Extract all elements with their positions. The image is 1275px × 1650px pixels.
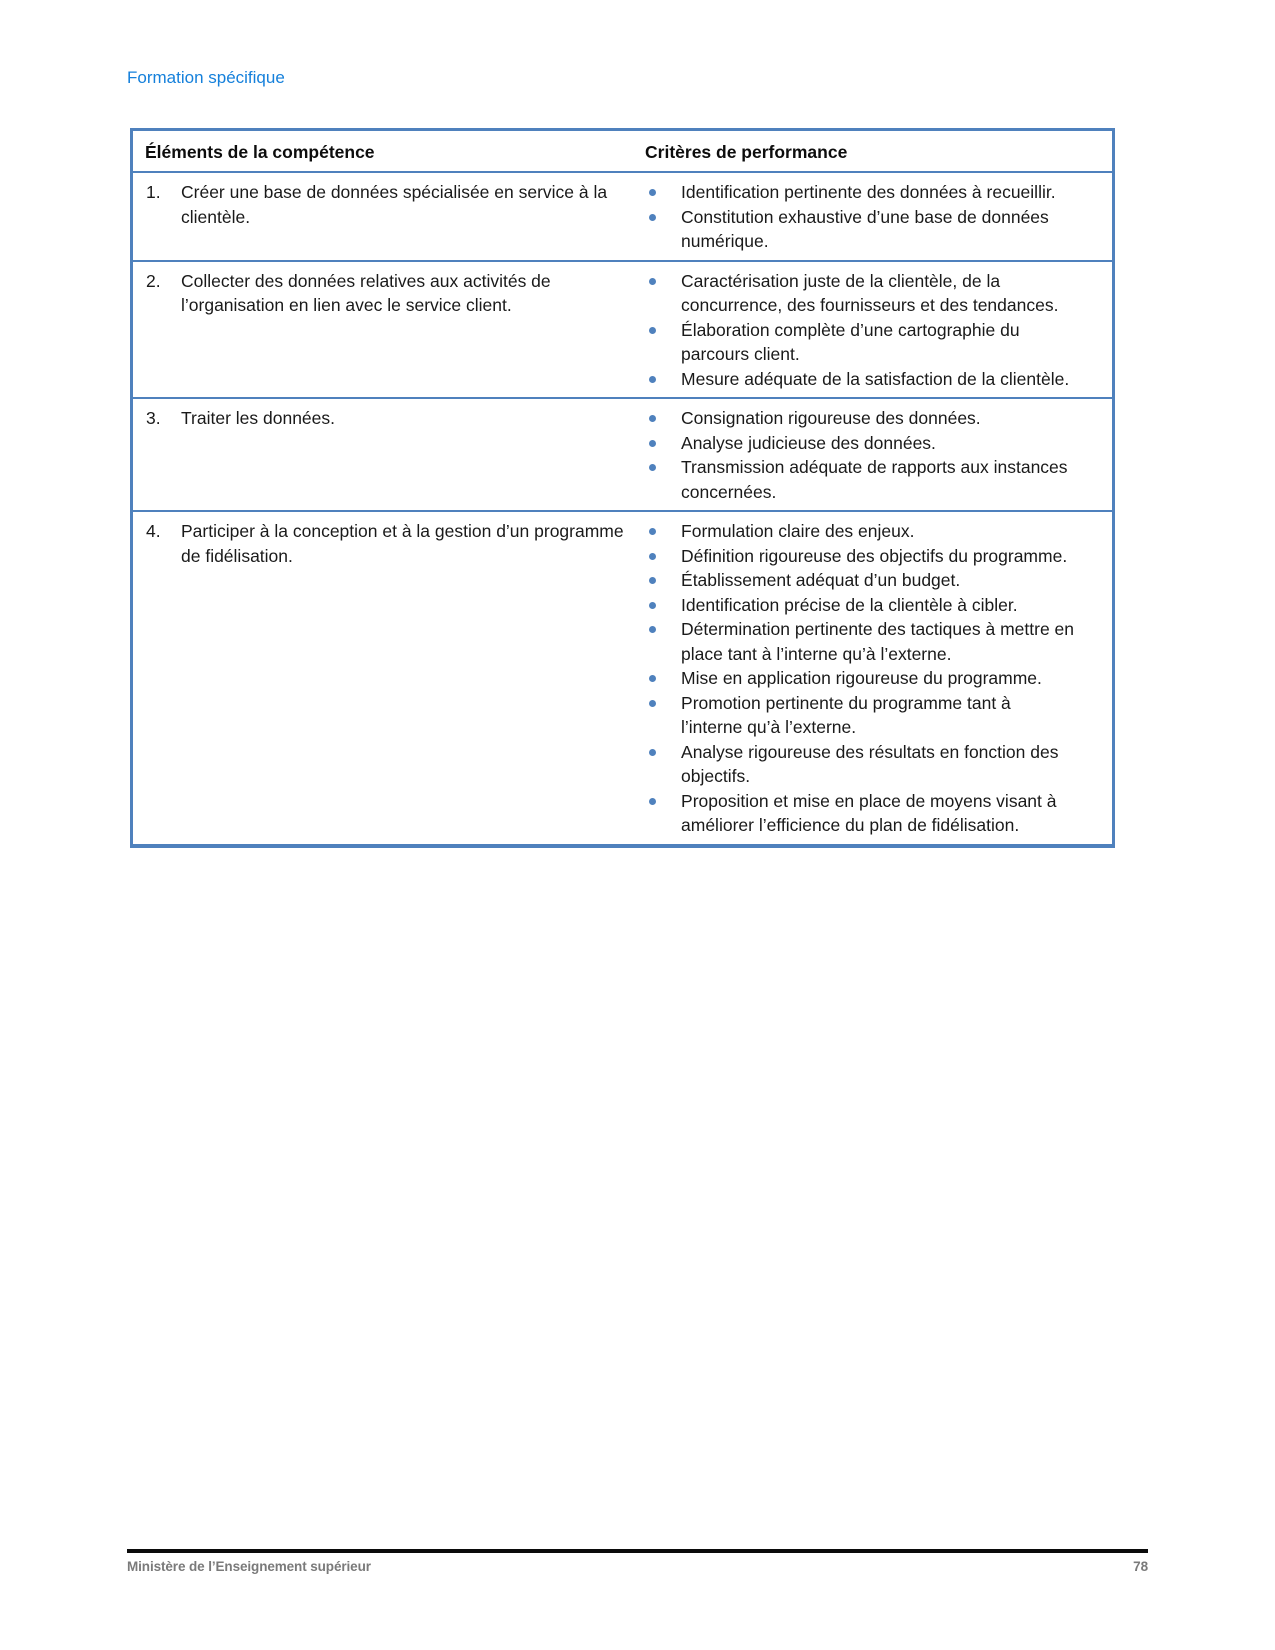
criteria-text: Définition rigoureuse des objectifs du programme. [681,545,1068,566]
criteria-list [645,269,1108,392]
criteria-text: Consignation rigoureuse des données. [681,408,981,428]
section-label: Formation spécifique [127,68,285,87]
element-cell [133,262,645,398]
page-footer [127,1558,1148,1576]
bullet-icon [645,431,681,456]
criteria-text: Mise en application rigoureuse du programme. [681,668,1042,688]
bullet-icon [645,205,681,230]
criteria-item [645,617,1108,666]
criteria-item [645,180,1108,205]
table-row [133,512,1112,844]
criteria-cell [645,399,1112,510]
table-row [133,173,1112,262]
criteria-cell [645,262,1112,398]
bullet-icon [645,789,681,814]
criteria-item [645,318,1108,367]
bullet-icon [645,180,681,205]
bullet-icon [645,666,681,691]
footer-ministry: Ministère de l’Enseignement supérieur [127,1559,371,1574]
criteria-text: Analyse rigoureuse des résultats en fonction des objectifs. [681,741,1059,786]
criteria-item [645,269,1108,318]
table-header-row [133,131,1112,173]
criteria-list [645,519,1108,838]
element-text: Traiter les données. [181,408,336,428]
bullet-icon [645,593,681,618]
bullet-icon [645,318,681,343]
element-cell [133,399,645,510]
criteria-item [645,406,1108,431]
bullet-icon [645,544,681,569]
row-number: 2. [146,270,161,291]
criteria-text: Identification pertinente des données à recueillir. [681,182,1056,202]
criteria-item [645,367,1108,392]
criteria-cell [645,512,1112,844]
criteria-item [645,205,1108,254]
element-cell [133,173,645,260]
criteria-list [645,180,1108,254]
bullet-icon [645,269,681,294]
row-number: 4. [146,521,161,541]
criteria-text: Caractérisation juste de la clientèle, de la concurrence, des fournisseurs et des tendances. [681,270,1059,315]
bullet-icon [645,455,681,480]
criteria-item [645,544,1108,569]
criteria-text: Promotion pertinente du programme tant à l’interne qu’à l’externe. [681,692,1011,737]
footer-rule [127,1549,1148,1553]
criteria-item [645,455,1108,504]
bullet-icon [645,519,681,544]
criteria-text: Établissement adéquat d’un budget. [681,570,961,590]
element-text: Collecter des données relatives aux activités de l’organisation en lien avec le service client. [181,270,551,315]
table-row [133,399,1112,512]
table-row [133,262,1112,400]
footer-page-number: 78 [1133,1559,1148,1574]
criteria-item [645,568,1108,593]
bullet-icon [645,367,681,392]
criteria-item [645,691,1108,740]
criteria-text: Détermination pertinente des tactiques à mettre en place tant à l’interne qu’à l’externe. [681,619,1075,664]
bullet-icon [645,617,681,642]
column-header-criteria: Critères de performance [645,142,848,162]
table-body [133,173,1112,844]
criteria-text: Constitution exhaustive d’une base de données numérique. [681,206,1049,251]
criteria-item [645,519,1108,544]
bullet-icon [645,568,681,593]
criteria-text: Proposition et mise en place de moyens visant à améliorer l’efficience du plan de fidélisation. [681,790,1057,835]
bullet-icon [645,406,681,431]
criteria-text: Identification précise de la clientèle à cibler. [681,594,1018,615]
element-text: Participer à la conception et à la gestion d’un programme de fidélisation. [181,521,624,566]
criteria-text: Transmission adéquate de rapports aux instances concernées. [681,457,1068,502]
criteria-text: Formulation claire des enjeux. [681,521,915,541]
criteria-text: Mesure adéquate de la satisfaction de la clientèle. [681,368,1070,389]
criteria-text: Analyse judicieuse des données. [681,432,936,453]
element-text: Créer une base de données spécialisée en service à la clientèle. [181,182,608,227]
criteria-text: Élaboration complète d’une cartographie du parcours client. [681,319,1020,364]
criteria-item [645,431,1108,456]
row-number: 1. [146,182,161,202]
criteria-item [645,789,1108,838]
element-cell [133,512,645,844]
row-number: 3. [146,408,161,428]
criteria-item [645,740,1108,789]
competence-table [130,128,1115,848]
column-header-elements: Éléments de la compétence [145,142,375,162]
bullet-icon [645,691,681,716]
criteria-cell [645,173,1112,260]
bullet-icon [645,740,681,765]
criteria-item [645,593,1108,618]
criteria-list [645,406,1108,504]
criteria-item [645,666,1108,691]
